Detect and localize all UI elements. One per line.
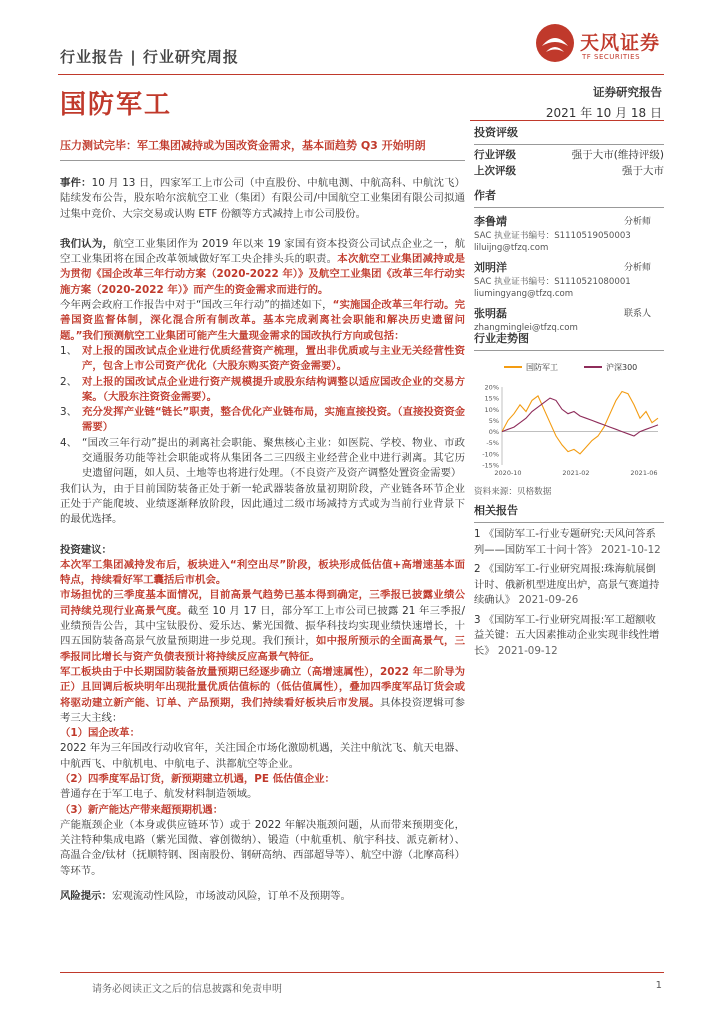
related-report-item[interactable] [474, 562, 664, 609]
list-item [60, 436, 465, 482]
y-tick-label: 15% [484, 394, 499, 403]
list-number: 2、 [60, 375, 78, 388]
list-number: 3、 [60, 406, 78, 419]
analyst-email[interactable]: zhangminglei@tfzq.com [474, 323, 578, 333]
x-tick-label: 2021-02 [562, 469, 590, 477]
mainline-item [60, 772, 465, 803]
view-text: 航空工业集团作为 2019 年以来 19 家国有资本投资公司试点企业之一，航空工业集团将在国企改革领域做好军工央企排头兵的职责。 [60, 237, 466, 266]
y-tick-label: 5% [488, 416, 499, 425]
footer-disclaimer: 请务必阅读正文之后的信息披露和免责申明 [92, 984, 282, 995]
related-report-title[interactable]: 3 《国防军工-行业研究周报:军工超额收益关键：五大因素推动企业实现非线性增长》 [474, 613, 660, 657]
legend-label: 国防军工 [526, 363, 558, 372]
company-logo-en: TF SECURITIES [582, 53, 641, 61]
sector-paragraph [60, 665, 465, 726]
trend-section [474, 330, 664, 498]
event-text: 10 月 13 日，四家军工上市公司（中直股份、中航电测、中航高科、中航沈飞）陆续发布公告，股东哈尔滨航空工业（集团）有限公司/中国航空工业集团有限公司拟通过集中竞价、大宗交易或认购 ETF 份额等方式减持上市公司股份。 [60, 177, 465, 220]
y-tick-label: -15% [482, 461, 499, 470]
analyst-role: 联系人 [624, 309, 652, 319]
list-item [60, 405, 465, 436]
analyst-name: 刘明洋 [474, 261, 507, 274]
y-tick-label: 10% [484, 405, 499, 414]
company-logo-text: 天风证券 [580, 32, 661, 54]
advice-label: 投资建议： [60, 543, 112, 556]
prev-rating-row [474, 163, 664, 179]
related-report-item[interactable] [474, 613, 664, 660]
trend-title: 行业走势图 [474, 332, 529, 345]
view-label: 我们认为， [60, 237, 114, 250]
industry-rating-key: 行业评级 [474, 149, 516, 161]
policy-red-text: “实施国企改革三年行动。完善国资监督体制，深化混合所有制改革。基本完成剥离社会职能和解决历史遗留问题。”我们预测航空工业集团可能产生大量现金需求的国改执行方向或包括： [60, 299, 466, 342]
footer-divider [60, 972, 664, 973]
list-text: 充分发挥产业链“链长”职责，整合优化产业链布局，实施直接投资。（直接投资资金需要） [82, 406, 465, 434]
analyst-entry [474, 214, 664, 254]
sector-red-text: 军工板块由于中长期国防装备放量预期已经逐步确立（高增速属性），2022 年二阶导为正）且回调后板块明年出现批量优质估值标的（低估值属性），叠加四季度军品订货会或将驱动建立新产能、订单、产品预期，我们持续看好板块后市发展。 [60, 665, 465, 709]
industry-rating-value: 强于大市(维持评级) [571, 149, 664, 161]
list-item [60, 344, 465, 375]
prev-rating-key: 上次评级 [474, 165, 516, 177]
date-divider [470, 120, 664, 121]
mainline-text: 产能瓶颈企业（本身或供应链环节）或于 2022 年解决瓶颈问题，从而带来预期变化，关注特种集成电路（紫光国微、睿创微纳）、锻造（中航重机、航宇科技、派克新材）、高温合金/钛材（抚顺特钢、图南股份、钢研高纳、西部超导等）、航空中游（北摩高科）等环节。 [60, 818, 465, 877]
advice-paragraph [60, 543, 465, 589]
report-type: 证券研究报告 [593, 85, 662, 99]
market-red-text-2: 如中报所预示的全面高景气，三季报同比增长与资产负债表预计将持续反应高景气特征。 [60, 635, 466, 663]
list-text: 对上报的国改试点企业进行资产规模提升或股东结构调整以适应国改企业的交易方案。（大股东注资资金需要）。 [82, 375, 465, 403]
related-report-date: 2021-10-12 [600, 543, 661, 556]
policy-paragraph [60, 298, 465, 344]
company-logo-icon [534, 22, 576, 64]
series-line [502, 398, 658, 436]
related-section [474, 502, 664, 659]
related-report-date: 2021-09-26 [518, 594, 579, 606]
rating-section [474, 124, 664, 179]
mainline-title: （3）新产能达产带来超预期机遇： [60, 803, 224, 816]
advice-red-text: 本次军工集团减持发布后，板块进入“利空出尽”阶段，板块形成低估值+高增速基本面特点，持续看好军工囊括后市机会。 [60, 558, 465, 587]
legend-label: 沪深300 [606, 363, 638, 372]
related-report-title[interactable]: 1 《国防军工-行业专题研究:天风问答系列——国防军工十问十答》 [474, 528, 656, 556]
y-tick-label: -10% [482, 450, 499, 459]
analyst-email[interactable]: liumingyang@tfzq.com [474, 289, 574, 299]
mainline-text: 2022 年为三年国改行动收官年，关注国企市场化激励机遇，关注中航沈飞、航天电器、中航西飞、中航机电、中航电子、洪都航空等企业。 [60, 742, 465, 770]
analyst-role: 分析师 [624, 263, 652, 273]
x-tick-label: 2021-06 [630, 469, 658, 477]
main-body [60, 176, 465, 904]
risk-label: 风险提示： [60, 890, 112, 903]
headline-divider [60, 160, 465, 161]
risk-text: 宏观流动性风险，市场波动风险，订单不及预期等。 [111, 890, 351, 903]
list-number: 1、 [60, 344, 78, 357]
related-title: 相关报告 [474, 504, 518, 517]
view-red-text: 本次航空工业集团减持或是为贯彻《国企改革三年行动方案（2020-2022 年）》及航空工业集团《改革三年行动实施方案（2020-2022 年）》而产生的资金需求而进行的。 [60, 253, 466, 296]
analyst-cert: SAC 执业证书编号：S1110521080001 [474, 277, 631, 287]
author-divider [474, 207, 664, 208]
trend-divider [474, 350, 664, 351]
mainline-item [60, 726, 465, 772]
mainline-title: （1）国企改革： [60, 727, 140, 740]
related-report-title[interactable]: 2 《国防军工-行业研究周报:珠海航展倒计时、俄新机型进度出炉，高景气赛道持续确认》 [474, 563, 660, 606]
analyst-email[interactable]: liluijng@tfzq.com [474, 243, 549, 253]
breadcrumb: 行业报告 | 行业研究周报 [60, 48, 239, 66]
related-report-date: 2021-09-12 [497, 644, 558, 657]
rating-title: 投资评级 [474, 126, 518, 139]
event-paragraph [60, 176, 465, 222]
analyst-role: 分析师 [624, 217, 652, 227]
report-date: 2021 年 10 月 18 日 [545, 106, 662, 120]
mainline-title: （2）四季度军品订货，新预期建立机遇，PE 低估值企业： [60, 772, 335, 785]
policy-text: 今年两会政府工作报告中对于“国改三年行动”的描述如下， [60, 299, 333, 312]
y-tick-label: 20% [484, 383, 499, 392]
list-number: 4、 [60, 436, 78, 449]
list-item [60, 375, 465, 406]
analyst-entry [474, 260, 664, 300]
sector-title: 国防军工 [60, 90, 173, 120]
report-headline: 压力测试完毕：军工集团减持或为国改资金需求，基本面趋势 Q3 开始明朗 [60, 139, 426, 152]
author-title: 作者 [474, 189, 496, 202]
page-number: 1 [655, 980, 662, 991]
market-red-text: 市场担忧的三季度基本面情况，目前高景气趋势已基本得到确定，三季报已披露业绩公司持续兑现行业高景气度。 [60, 589, 465, 617]
event-label: 事件： [60, 177, 92, 189]
mainline-text: 普通存在于军工电子、航发材料制造领域。 [60, 788, 258, 801]
sector-text: 具体投资逻辑可参考三大主线： [60, 696, 465, 724]
rating-divider [474, 144, 664, 145]
chart-source: 资料来源：贝格数据 [474, 487, 552, 497]
market-text: 截至 10 月 17 日，部分军工上市公司已披露 21 年三季报/业绩预告公告，其中宝钛股份、爱乐达、紫光国微、振华科技均实现业绩快速增长，十四五国防装备高景气放量预期进一步兑现。我们预计， [60, 604, 466, 648]
prev-rating-value: 强于大市 [622, 165, 664, 177]
analyst-cert: SAC 执业证书编号：S1110519050003 [474, 231, 631, 241]
author-section [474, 187, 664, 334]
series-line [502, 392, 658, 454]
trend-chart [474, 357, 664, 482]
header-divider [58, 74, 664, 75]
related-divider [474, 522, 664, 523]
y-tick-label: 0% [488, 428, 499, 437]
analyst-name: 张明磊 [474, 307, 507, 320]
y-tick-label: -5% [486, 439, 499, 448]
related-report-item[interactable] [474, 527, 664, 558]
risk-paragraph [60, 889, 465, 904]
conclusion-paragraph: 我们认为，由于目前国防装备正处于新一轮武器装备放量初期阶段，产业链各环节企业正处于产能爬坡、业绩逐渐释放阶段，因此通过二级市场减持方式或为当前行业背景下的最优选择。 [60, 482, 465, 526]
x-tick-label: 2020-10 [494, 469, 522, 477]
mainline-item [60, 803, 465, 879]
view-paragraph [60, 237, 465, 298]
industry-rating-row [474, 147, 664, 163]
analyst-name: 李鲁靖 [474, 215, 507, 228]
market-paragraph [60, 588, 465, 664]
list-text: 对上报的国改试点企业进行优质经营资产梳理，置出非优质或与主业无关经营性资产，包含上市公司资产优化（大股东购买资产资金需要）。 [82, 344, 465, 373]
list-text: “国改三年行动”提出的剥离社会职能、聚焦核心主业：如医院、学校、物业、市政交通服务功能等社会职能或将从集团各二三四级主业经营企业中进行剥离。其它历史遗留问题，如人员、土地等也将进行处理。（不良资产及资产调整处置资金需要） [82, 436, 465, 480]
